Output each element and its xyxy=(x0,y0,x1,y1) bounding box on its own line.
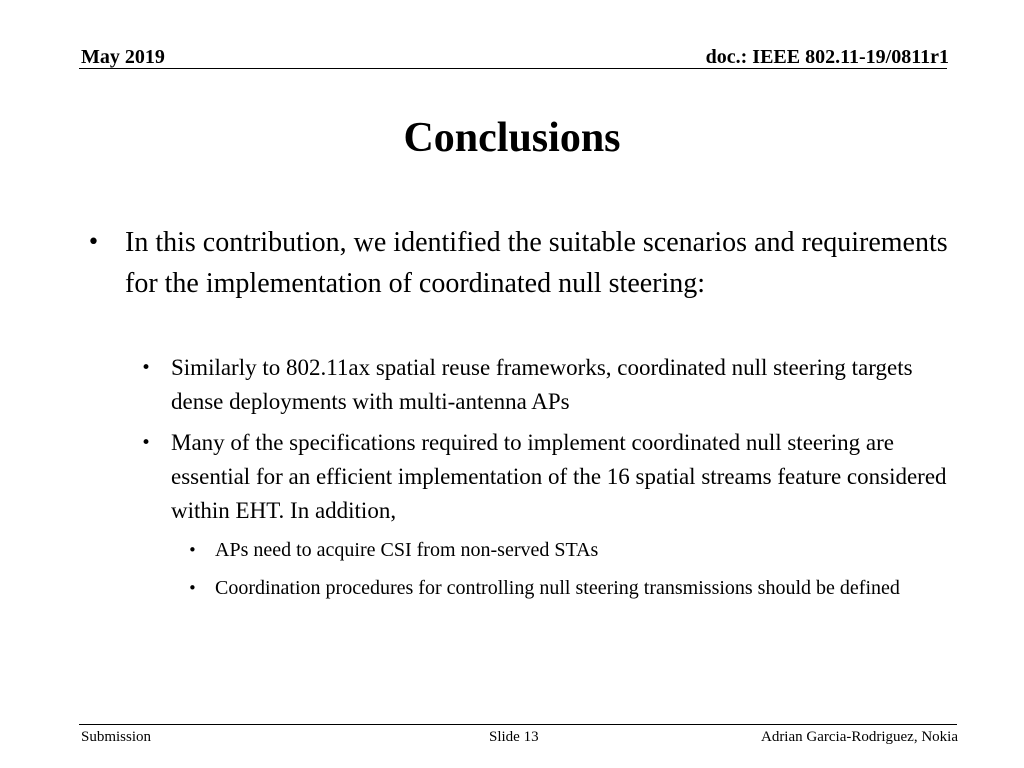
bullet-text: Coordination procedures for controlling null steering transmissions should be defined xyxy=(215,577,900,599)
bullet-level-1 xyxy=(87,222,955,304)
header-date: May 2019 xyxy=(81,46,165,68)
header-doc-id: doc.: IEEE 802.11-19/0811r1 xyxy=(705,46,949,68)
slide-title: Conclusions xyxy=(403,115,621,161)
footer-slide-number: Slide 13 xyxy=(489,729,539,745)
bullet-dot-icon: • xyxy=(141,433,152,453)
bullet-text: In this contribution, we identified the suitable scenarios and requirements for the implementation of coordinated null steering: xyxy=(125,227,948,299)
bullet-text: Many of the specifications required to implement coordinated null steering are essential for an efficient implementation of the 16 spatial streams feature considered within EHT. In addition, xyxy=(171,430,947,523)
bullet-dot-icon: • xyxy=(188,579,197,597)
bullet-dot-icon: • xyxy=(141,358,152,378)
bullet-level-3 xyxy=(188,535,955,566)
bullet-level-2 xyxy=(141,351,951,419)
footer-submission: Submission xyxy=(81,729,152,745)
bullet-dot-icon: • xyxy=(188,541,197,559)
bullet-text: Similarly to 802.11ax spatial reuse frameworks, coordinated null steering targets dense deployments with multi-antenna APs xyxy=(171,355,913,414)
bullet-level-3 xyxy=(188,573,955,604)
footer-divider xyxy=(79,724,957,725)
bullet-text: APs need to acquire CSI from non-served STAs xyxy=(215,539,599,561)
footer-author: Adrian Garcia-Rodriguez, Nokia xyxy=(760,729,958,745)
header-divider xyxy=(79,68,947,69)
bullet-dot-icon: • xyxy=(87,230,100,255)
bullet-level-2 xyxy=(141,426,951,528)
